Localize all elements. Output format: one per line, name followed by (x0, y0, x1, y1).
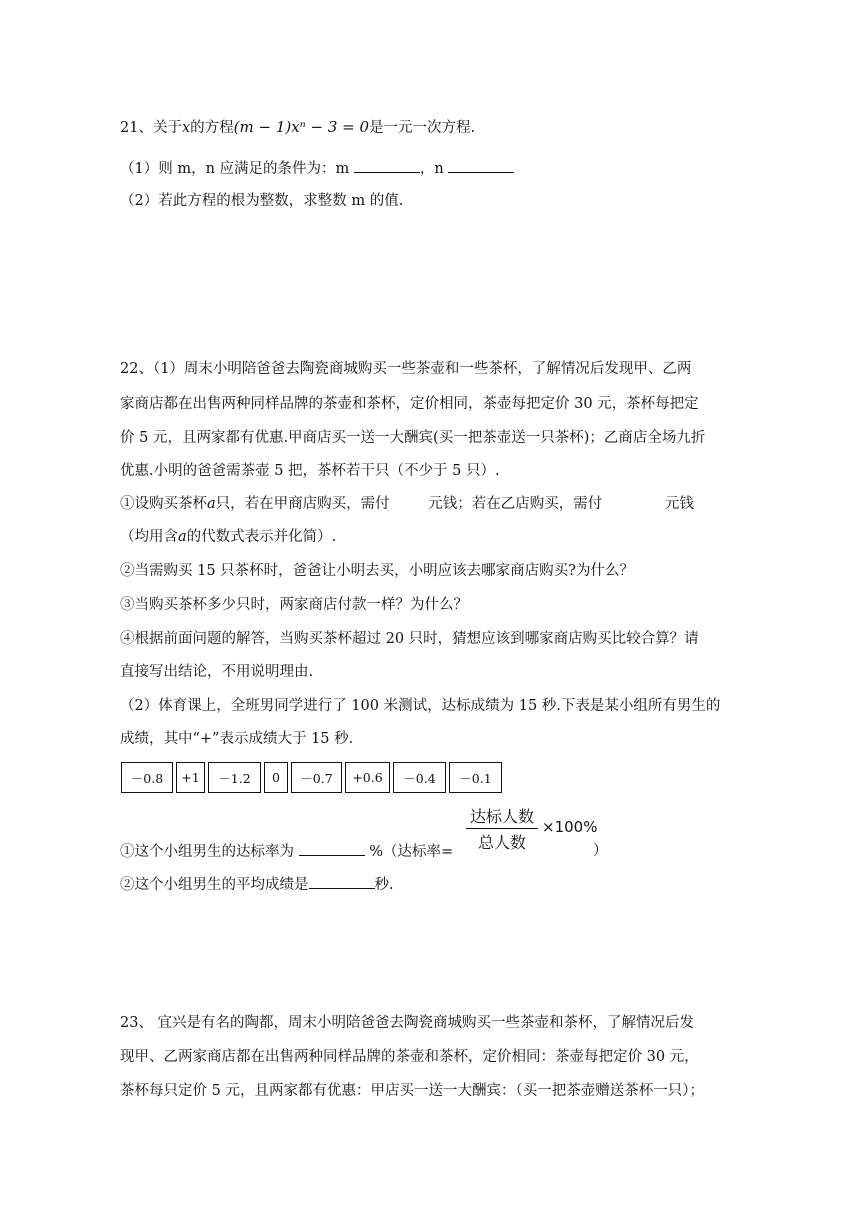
variable-x: x (181, 120, 191, 136)
sub1b-text: （均用含 (120, 529, 178, 545)
score-cell: －0.1 (449, 762, 502, 793)
sub1-text-mid2: 元钱；若在乙店购买，需付 (428, 496, 603, 512)
score-cell: －0.7 (291, 762, 342, 793)
q21-part1 (120, 158, 514, 179)
rate-formula (466, 804, 598, 853)
sub1-text-end: 元钱 (664, 496, 694, 512)
equation: (m − 1)xⁿ − 3 = 0 (233, 118, 370, 136)
q22-line2: 家商店都在出售两种同样品牌的茶壶和茶杯，定价相同，茶壶每把定价 30 元，茶杯每把定 (120, 396, 699, 412)
q22-part2-line2: 成绩，其中“+”表示成绩大于 15 秒. (120, 731, 354, 747)
q23-line2: 现甲、乙两家商店都在出售两种同样品牌的茶壶和茶杯，定价相同：茶壶每把定价 30 元， (120, 1049, 699, 1065)
q22-part2-line1: （2）体育课上，全班男同学进行了 100 米测试，达标成绩为 15 秒.下表是某小组所有男生的 (120, 698, 721, 714)
average-text-end: 秒. (374, 877, 394, 893)
q22-sub1 (120, 494, 694, 514)
q22-sub2: ②当需购买 15 只茶杯时，爸爸让小明去买，小明应该去哪家商店购买?为什么？ (120, 563, 634, 579)
q22-sub1b (120, 527, 336, 547)
q22-average (120, 874, 394, 895)
q21-line1 (120, 117, 475, 138)
q21-text: 的方程 (190, 120, 234, 136)
answer-blank-m[interactable] (354, 158, 420, 173)
rate-text-mid: %（达标率= (369, 844, 454, 860)
fraction-bar (466, 828, 538, 829)
score-cell: －0.4 (393, 762, 446, 793)
score-table (121, 762, 505, 796)
q21-number-intro: 21、关于 (120, 120, 182, 136)
q21-part2: （2）若此方程的根为整数，求整数 m 的值. (120, 193, 404, 209)
score-cell: +1 (176, 762, 205, 793)
q22-sub3: ③当购买茶杯多少只时，两家商店付款一样？为什么？ (120, 597, 468, 613)
q21-part1-text: （1）则 m，n 应满足的条件为：m (120, 161, 350, 177)
q22-rate (120, 841, 453, 862)
rate-text: ①这个小组男生的达标率为 (120, 844, 294, 860)
score-cell: －0.8 (121, 762, 173, 793)
fraction-multiplier: ×100% (542, 818, 598, 836)
score-cell: 0 (264, 762, 288, 793)
average-text: ②这个小组男生的平均成绩是 (120, 877, 309, 893)
sub1b-text-end: 的代数式表示并化简）. (186, 529, 337, 545)
answer-blank-average[interactable] (309, 874, 375, 889)
answer-blank-rate[interactable] (299, 841, 365, 856)
q22-line3: 价 5 元，且两家都有优惠.甲商店买一送一大酬宾(买一把茶壶送一只茶杯)；乙商店全场九折 (120, 430, 706, 446)
q23-line1: 23、 宜兴是有名的陶都，周末小明陪爸爸去陶瓷商城购买一些茶壶和茶杯，了解情况后发 (120, 1015, 695, 1031)
q22-sub4a: ④根据前面问题的解答，当购买茶杯超过 20 只时，猜想应该到哪家商店购买比较合算？请 (120, 631, 699, 647)
score-cell: －1.2 (208, 762, 261, 793)
q23-line3: 茶杯每只定价 5 元，且两家都有优惠：甲店买一送一大酬宾：（买一把茶壶赠送茶杯一只）； (120, 1083, 704, 1099)
score-cell: +0.6 (345, 762, 390, 793)
q22-sub4b: 直接写出结论，不用说明理由. (120, 664, 314, 680)
variable-a: a (178, 529, 187, 545)
sub1-text-mid: 只，若在甲商店购买，需付 (215, 496, 390, 512)
rate-close-paren: ） (593, 843, 608, 859)
q22-line4: 优惠.小明的爸爸需茶壶 5 把，茶杯若干只（不少于 5 只）. (120, 463, 500, 479)
q22-line1: 22、（1）周末小明陪爸爸去陶瓷商城购买一些茶壶和一些茶杯，了解情况后发现甲、乙两 (120, 361, 692, 377)
variable-a: a (207, 496, 216, 512)
answer-blank-n[interactable] (448, 158, 514, 173)
fraction-numerator: 达标人数 (469, 807, 534, 826)
q21-part1-n: ，n (419, 161, 444, 177)
fraction-denominator: 总人数 (477, 833, 526, 852)
q21-text-end: 是一元一次方程. (369, 120, 476, 136)
sub1-text: ①设购买茶杯 (120, 496, 207, 512)
